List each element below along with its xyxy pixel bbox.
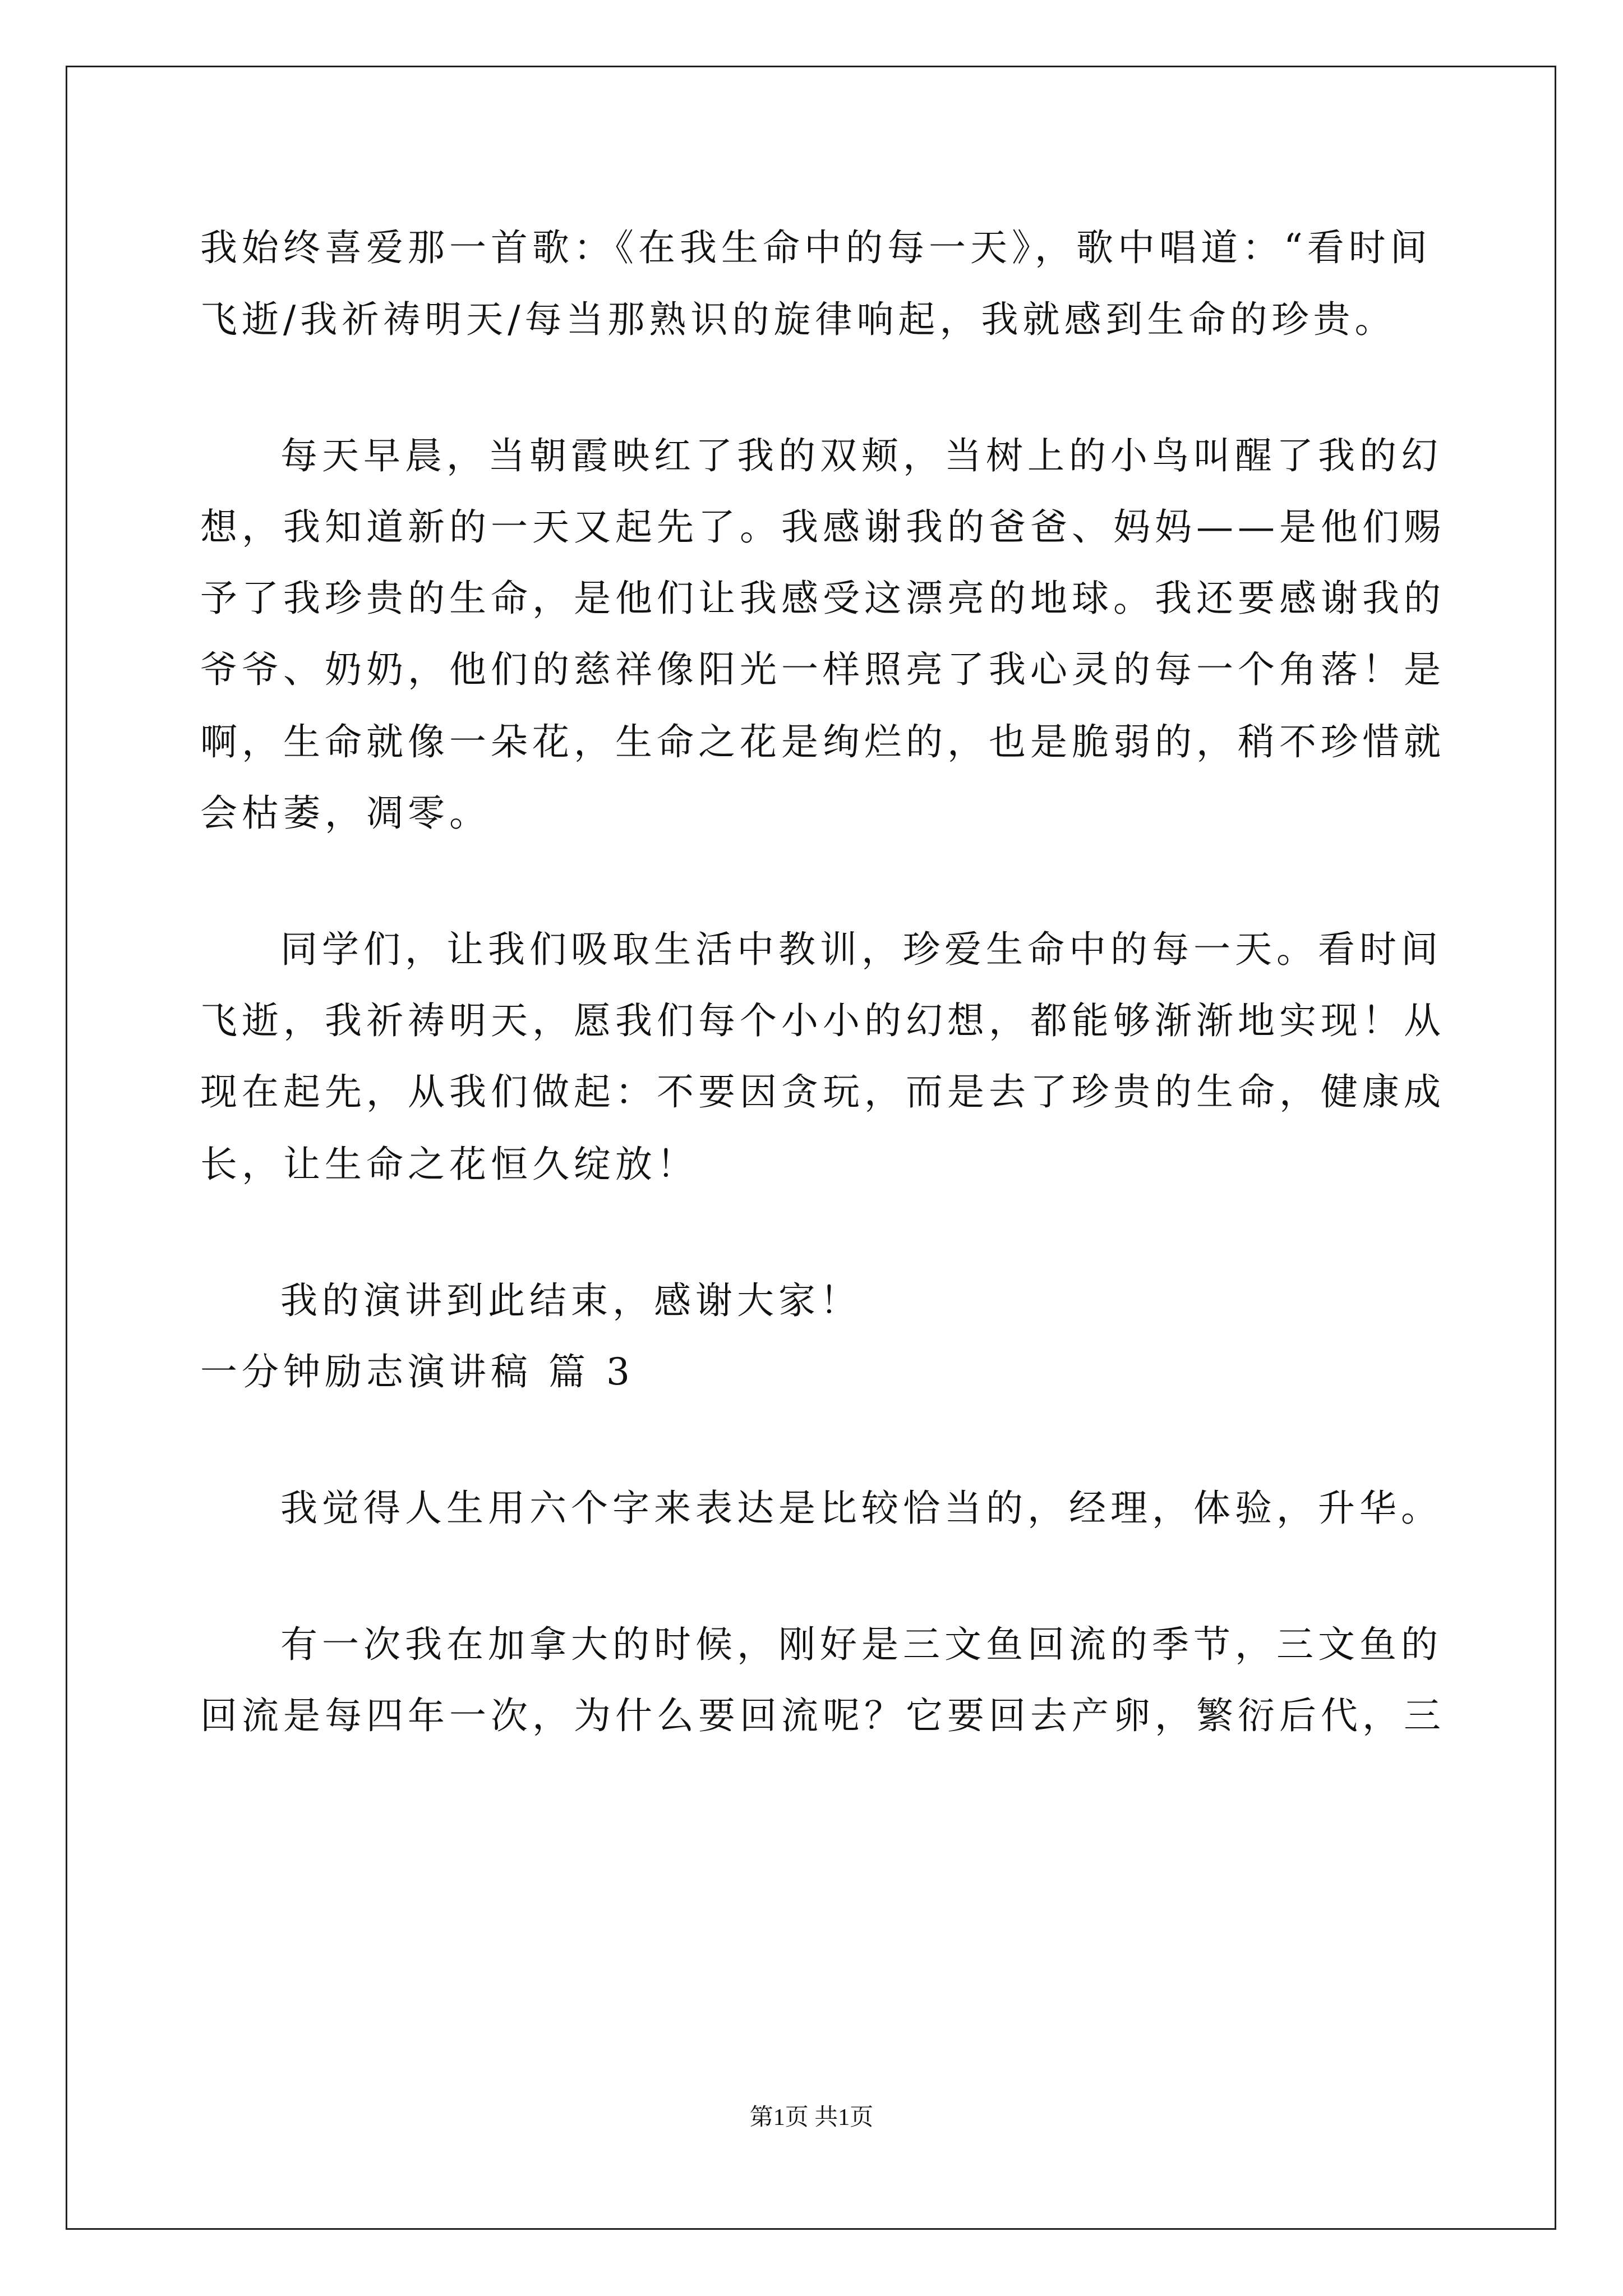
text-line: 我始终喜爱那一首歌：《在我生命中的每一天》，歌中唱道：“看时间 bbox=[200, 226, 1432, 269]
text-line: 长，让生命之花恒久绽放！ bbox=[200, 1143, 698, 1186]
text-line: 每天早晨，当朝霞映红了我的双颊，当树上的小鸟叫醒了我的幻 bbox=[280, 434, 1442, 477]
text-line: 会枯萎，凋零。 bbox=[200, 792, 491, 835]
text-line: 予了我珍贵的生命，是他们让我感受这漂亮的地球。我还要感谢我的 bbox=[200, 577, 1445, 620]
text-line: 飞逝/我祈祷明天/每当那熟识的旋律响起，我就感到生命的珍贵。 bbox=[200, 298, 1396, 341]
text-line: 回流是每四年一次，为什么要回流呢？它要回去产卵，繁衍后代，三 bbox=[200, 1694, 1445, 1737]
text-line: 有一次我在加拿大的时候，刚好是三文鱼回流的季节，三文鱼的 bbox=[280, 1623, 1442, 1666]
page-footer: 第1页 共1页 bbox=[749, 2105, 874, 2131]
text-line: 现在起先，从我们做起：不要因贪玩，而是去了珍贵的生命，健康成 bbox=[200, 1070, 1445, 1114]
text-line: 飞逝，我祈祷明天，愿我们每个小小的幻想，都能够渐渐地实现！从 bbox=[200, 999, 1445, 1042]
text-line: 我的演讲到此结束，感谢大家！ bbox=[280, 1279, 861, 1322]
text-line: 同学们，让我们吸取生活中教训，珍爱生命中的每一天。看时间 bbox=[280, 928, 1442, 971]
section-heading: 一分钟励志演讲稿 篇 3 bbox=[200, 1350, 634, 1393]
text-line: 爷爷、奶奶，他们的慈祥像阳光一样照亮了我心灵的每一个角落！是 bbox=[200, 648, 1445, 691]
text-line: 啊，生命就像一朵花，生命之花是绚烂的，也是脆弱的，稍不珍惜就 bbox=[200, 720, 1445, 763]
text-line: 想，我知道新的一天又起先了。我感谢我的爸爸、妈妈——是他们赐 bbox=[200, 505, 1445, 549]
text-line: 我觉得人生用六个字来表达是比较恰当的，经理，体验，升华。 bbox=[280, 1487, 1442, 1530]
